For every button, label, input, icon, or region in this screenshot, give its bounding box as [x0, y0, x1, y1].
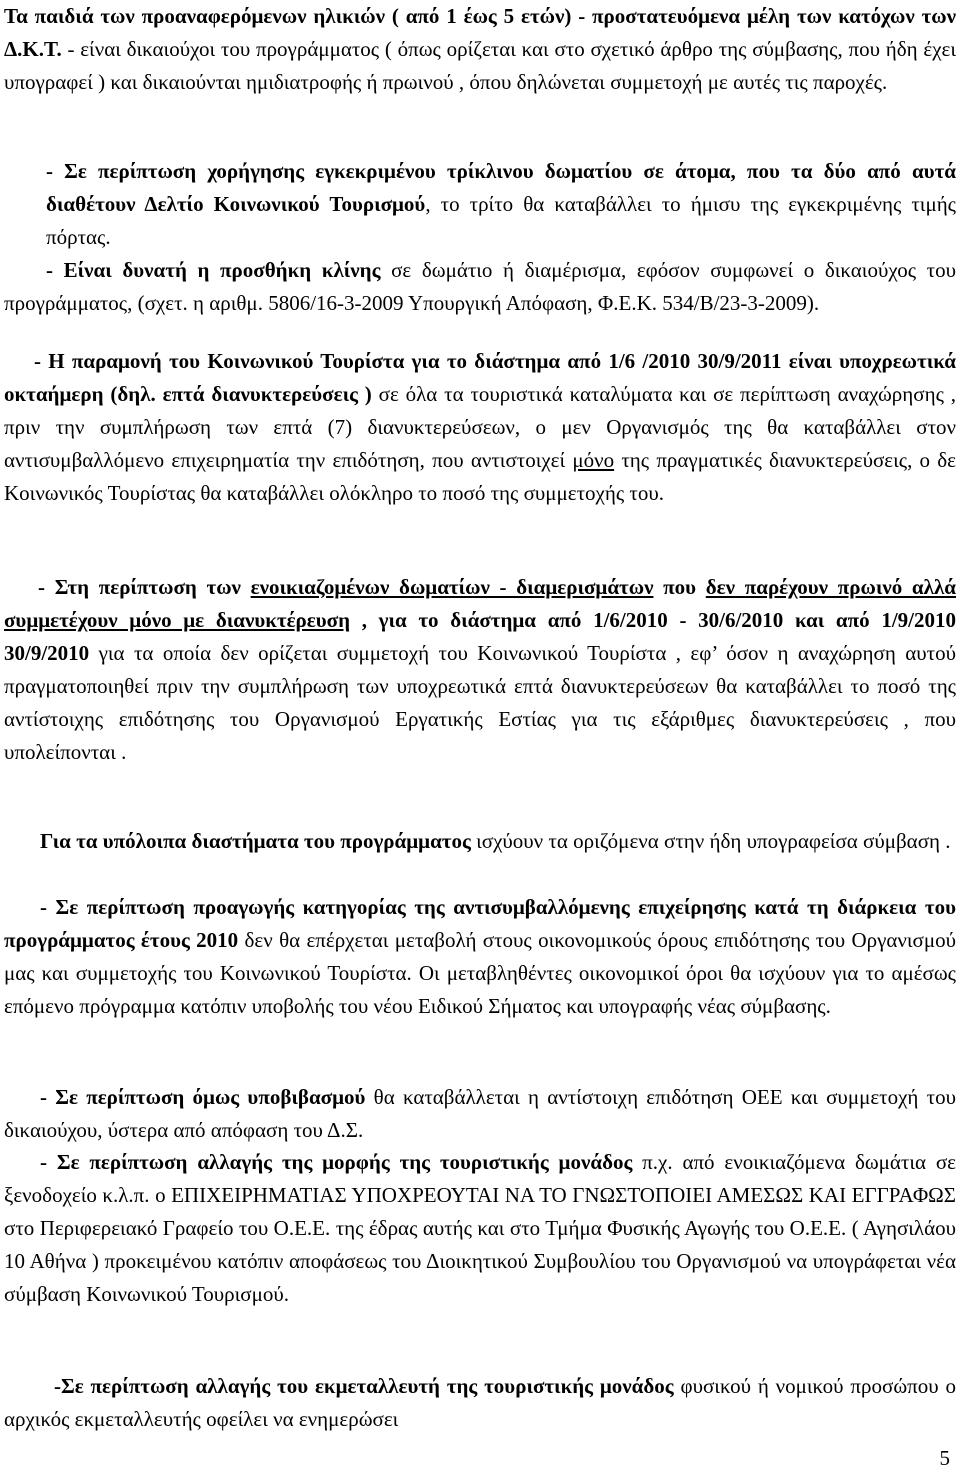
paragraph-extra-bed — [4, 254, 956, 320]
paragraph-bold-text: - Σε περίπτωση όμως υποβιβασμού — [40, 1085, 366, 1109]
paragraph-triple-room — [46, 155, 956, 254]
paragraph-rented-rooms — [4, 571, 956, 768]
paragraph-text: , το τρίτο θα καταβάλλει το ήμισυ της εγκεκριμένης τιμής πόρτας. — [46, 191, 956, 249]
paragraph-stay-duration — [4, 345, 956, 510]
paragraph-bold-text: Τα παιδιά των προαναφερόμενων ηλικιών ( από 1 έως 5 ετών) - προστατευόμενα μέλη των κατόχων των Δ.Κ.Τ. — [4, 4, 956, 61]
paragraph-bold-text: - Σε περίπτωση αλλαγής της μορφής της τουριστικής μονάδος — [40, 1150, 633, 1174]
paragraph-category-upgrade — [4, 891, 956, 1023]
paragraph-bold-text: , για το διάστημα από 1/6/2010 - 30/6/2010 και από 1/9/2010 30/9/2010 — [4, 607, 956, 665]
paragraph-bold-text: - Σε περίπτωση χορήγησης εγκεκριμένου τρίκλινου δωματίου σε άτομα, που τα δύο από αυτά διαθέτουν Δελτίο Κοινωνικού Τουρισμού — [46, 159, 956, 216]
paragraph-text: π.χ. από ενοικιαζόμενα δωμάτια σε ξενοδοχείο κ.λ.π. ο ΕΠΙΧΕΙΡΗΜΑΤΙΑΣ ΥΠΟΧΡΕΟΥΤΑΙ ΝΑ ΤΟ ΓΝΩΣΤΟΠΟΙΕΙ ΑΜΕΣΩΣ ΚΑΙ ΕΓΓΡΑΦΩΣ στο Περιφερειακό Γραφείο του Ο.Ε.Ε. της έδρας αυτής και στο Τμήμα Φυσικής Αγωγής του Ο.Ε.Ε. ( Αγησιλάου 10 Αθήνα ) προκειμένου κατόπιν αποφάσεως του Διοικητικού Συμβουλίου του Οργανισμού να υπογράφεται νέα σύμβαση Κοινωνικού Τουρισμού. — [4, 1150, 956, 1306]
page-number: 5 — [939, 1446, 950, 1470]
paragraph-bold-text: που — [653, 575, 706, 599]
paragraph-text: ισχύουν τα οριζόμενα στην ήδη υπογραφείσα σύμβαση . — [470, 829, 951, 853]
paragraph-bold-text: - Η παραμονή του Κοινωνικού Τουρίστα για το διάστημα από 1/6 /2010 30/9/2011 είναι υποχρεωτικά οκταήμερη (δηλ. επτά διανυκτερεύσεις ) — [4, 349, 956, 406]
paragraph-text: φυσικού ή νομικού προσώπου ο αρχικός εκμεταλλευτής οφείλει να ενημερώσει — [4, 1374, 956, 1431]
paragraph-type-change — [4, 1146, 956, 1311]
paragraph-text: σε δωμάτιο ή διαμέρισμα, εφόσον συμφωνεί ο δικαιούχος του προγράμματος, (σχετ. η αριθμ. 5806/16-3-2009 Υπουργική Απόφαση, Φ.Ε.Κ. 534/Β/23-3-2009). — [4, 258, 956, 315]
paragraph-underlined-text: μόνο — [572, 447, 615, 472]
paragraph-text: θα καταβάλλεται η αντίστοιχη επιδότηση ΟΕΕ και συμμετοχή του δικαιούχου, ύστερα από απόφαση του Δ.Σ. — [4, 1085, 956, 1142]
paragraph-bold-text: Για τα υπόλοιπα διαστήματα του προγράμματος — [40, 829, 471, 853]
paragraph-operator-change — [4, 1370, 956, 1436]
paragraph-text: δεν θα επέρχεται μεταβολή στους οικονομικούς όρους επιδότησης του Οργανισμού μας και συμμετοχής του Κοινωνικού Τουρίστα. Οι μεταβληθέντες οικονομικοί όροι θα ισχύουν για το αμέσως επόμενο πρόγραμμα κατόπιν υποβολής του νέου Ειδικού Σήματος και υπογραφής νέας σύμβασης. — [4, 927, 956, 1018]
paragraph-bold-text: -Σε περίπτωση αλλαγής του εκμεταλλευτή της τουριστικής μονάδος — [54, 1374, 674, 1398]
paragraph-remaining-periods — [4, 825, 956, 858]
paragraph-bold-text: - Είναι δυνατή η προσθήκη κλίνης — [46, 258, 381, 282]
paragraph-text: - είναι δικαιούχοι του προγράμματος ( όπως ορίζεται και στο σχετικό άρθρο της σύμβασης, που ήδη έχει υπογραφεί ) και δικαιούνται ημιδιατροφής ή πρωινού , όπου δηλώνεται συμμετοχή με αυτές τις παροχές. — [4, 36, 956, 94]
paragraph-bold-text: - Σε περίπτωση προαγωγής κατηγορίας της αντισυμβαλλόμενης επιχείρησης κατά τη διάρκεια του προγράμματος έτους 2010 — [4, 895, 956, 952]
paragraph-children-eligibility — [4, 0, 956, 99]
paragraph-bold-underlined-text: δεν παρέχουν πρωινό αλλά συμμετέχουν μόνο με διανυκτέρευση — [4, 575, 956, 632]
paragraph-text: της πραγματικές διανυκτερεύσεις, ο δε Κοινωνικός Τουρίστας θα καταβάλλει ολόκληρο το ποσό της συμμετοχής του. — [4, 447, 956, 505]
paragraph-text: για τα οποία δεν ορίζεται συμμετοχή του Κοινωνικού Τουρίστα , εφ’ όσον η αναχώρηση αυτού πραγματοποιηθεί πριν την συμπλήρωση των υποχρεωτικά επτά διανυκτερεύσεων θα καταβάλλει το ποσό της αντίστοιχης επιδότησης του Οργανισμού Εργατικής Εστίας για τις εξάριθμες διανυκτερεύσεις , που υπολείπονται . — [4, 640, 956, 764]
paragraph-bold-underlined-text: ενοικιαζομένων δωματίων - διαμερισμάτων — [250, 575, 654, 599]
paragraph-text: σε όλα τα τουριστικά καταλύματα και σε περίπτωση αναχώρησης , πριν την συμπλήρωση των επτά (7) διανυκτερεύσεων, ο μεν Οργανισμός της θα καταβάλλει στον αντισυμβαλλόμενο επιχειρηματία την επιδότηση, που αντιστοιχεί — [4, 381, 956, 472]
paragraph-downgrade — [4, 1081, 956, 1147]
paragraph-bold-text: - Στη περίπτωση των — [38, 575, 251, 599]
